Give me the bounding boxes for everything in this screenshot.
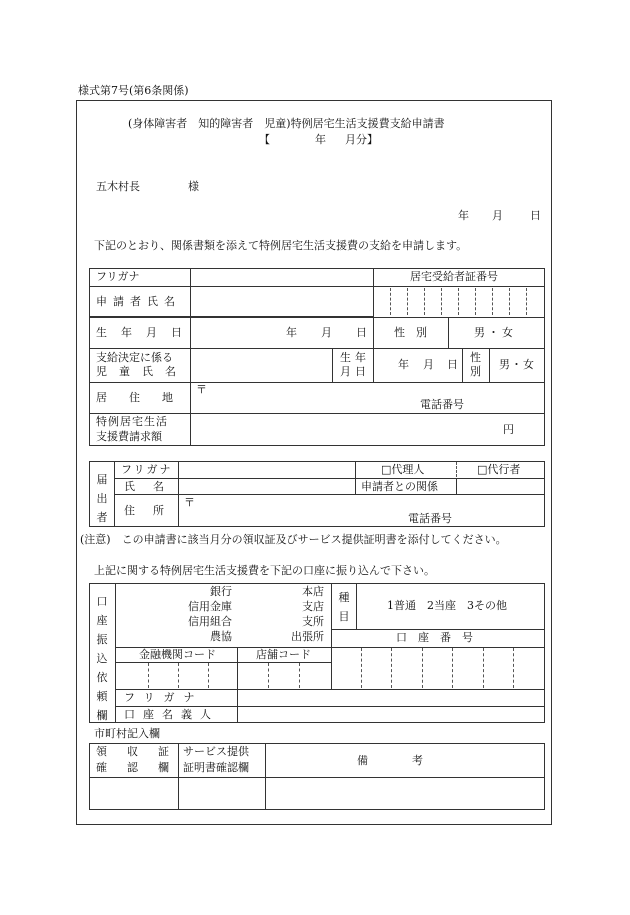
branch-type-1: 支店 — [302, 600, 324, 613]
account-holder-label: 口座名義人 — [124, 708, 219, 721]
agent-checkbox[interactable]: □代理人 — [381, 463, 425, 476]
birth-day: 日 — [356, 326, 367, 339]
form-number: 様式第7号(第6条関係) — [78, 84, 189, 97]
receipt-check-label-2: 確認欄 — [96, 761, 189, 774]
address-postal-mark: 〒 — [196, 383, 207, 396]
amount-yen: 円 — [503, 423, 514, 436]
applicant-name-label: 申請者氏名 — [96, 295, 181, 308]
bank-code-label: 金融機関コード — [139, 648, 216, 661]
account-kind-label: 種目 — [338, 591, 350, 623]
period-open: 【 — [259, 133, 270, 146]
bank-type-2: 信用組合 — [188, 615, 232, 628]
child-label-line2: 児童氏名 — [96, 365, 188, 378]
bank-type-3: 農協 — [210, 630, 232, 643]
sex-label: 性 別 — [394, 326, 427, 339]
bank-type-1: 信用金庫 — [188, 600, 232, 613]
remarks-label: 備 考 — [357, 754, 423, 767]
address-label: 居住地 — [96, 391, 195, 404]
addressee-name: 五木村長 — [96, 180, 140, 193]
amount-label-line2: 支援費請求額 — [96, 430, 162, 443]
form-title: (身体障害者 知的障害者 児童)特例居宅生活支援費支給申請書 — [128, 117, 445, 130]
child-birth-month: 月 — [423, 358, 434, 371]
branch-type-0: 本店 — [302, 585, 324, 598]
addressee-honorific: 様 — [188, 180, 199, 193]
receipt-check-label-1: 領収証 — [96, 745, 189, 758]
child-birth-day: 日 — [447, 358, 458, 371]
period-year: 年 — [315, 133, 326, 146]
birth-date-label: 生年月日 — [96, 326, 196, 339]
birth-month: 月 — [321, 326, 332, 339]
address-phone-label: 電話番号 — [420, 398, 464, 411]
child-sex-label-2: 別 — [470, 365, 481, 378]
branch-type-2: 支所 — [302, 615, 324, 628]
birth-year: 年 — [286, 326, 297, 339]
service-check-label-1: サービス提供 — [183, 745, 249, 758]
intro-text: 下記のとおり、関係書類を添えて特例居宅生活支援費の支給を申請します。 — [94, 239, 468, 252]
holder-furigana-label: フリガナ — [124, 691, 204, 704]
bank-section-label: 口座振込依頼欄 — [96, 595, 108, 722]
date-year: 年 — [458, 209, 469, 222]
attachment-note: (注意) この申請書に該当月分の領収証及びサービス提供証明書を添付してください。 — [80, 533, 507, 546]
sex-values: 男・女 — [474, 326, 516, 339]
applicant-furigana-label: フリガナ — [96, 270, 140, 283]
child-label-line1: 支給決定に係る — [96, 351, 173, 364]
filer-section-label: 届出者 — [96, 473, 108, 524]
date-month: 月 — [492, 209, 503, 222]
branch-code-label: 店舗コード — [256, 648, 311, 661]
bank-type-0: 銀行 — [210, 585, 232, 598]
child-birth-label-1: 生年 — [340, 351, 370, 364]
account-number-label: 口座番号 — [396, 631, 484, 644]
child-sex-values: 男・女 — [499, 358, 535, 371]
proxy-checkbox[interactable]: □代行者 — [477, 463, 521, 476]
child-birth-year: 年 — [398, 358, 409, 371]
date-day: 日 — [530, 209, 541, 222]
branch-type-3: 出張所 — [291, 630, 324, 643]
filer-furigana-label: フリガナ — [121, 463, 173, 476]
period-month: 月分】 — [345, 133, 378, 146]
service-check-label-2: 証明書確認欄 — [183, 761, 249, 774]
filer-phone-label: 電話番号 — [408, 512, 452, 525]
filer-postal-mark: 〒 — [184, 496, 195, 509]
account-kind-options: 1普通 2当座 3その他 — [387, 599, 507, 612]
relation-label: 申請者との関係 — [361, 480, 438, 493]
recipient-number-label: 居宅受給者証番号 — [410, 270, 498, 283]
filer-address-label: 住所 — [124, 504, 182, 517]
amount-label-line1: 特例居宅生活 — [96, 415, 168, 428]
child-birth-label-2: 月日 — [340, 365, 370, 378]
filer-name-label: 氏名 — [124, 480, 182, 493]
child-sex-label-1: 性 — [470, 351, 481, 364]
transfer-intro: 上記に関する特例居宅生活支援費を下記の口座に振り込んで下さい。 — [94, 564, 435, 577]
office-use-title: 市町村記入欄 — [94, 727, 160, 740]
